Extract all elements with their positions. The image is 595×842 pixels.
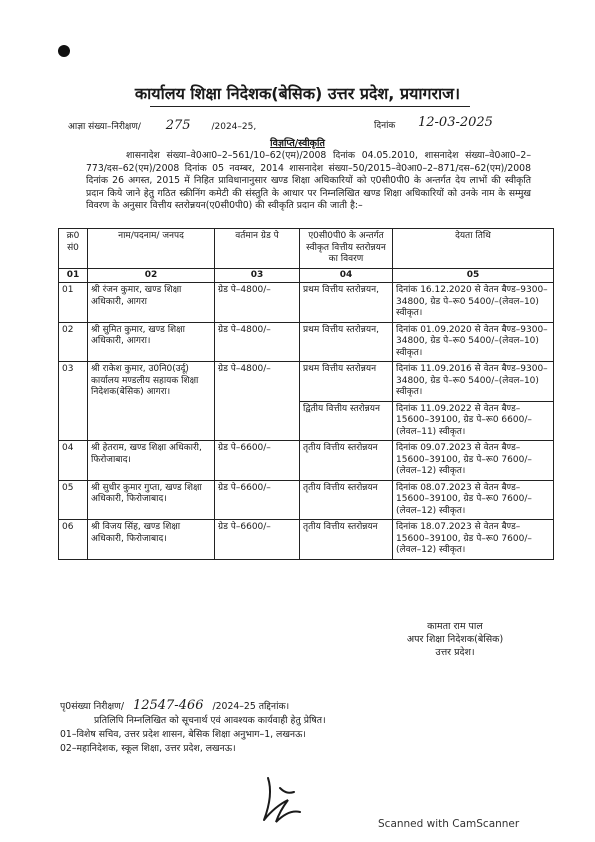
copy-intro: प्रतिलिपि निम्नलिखित को सूचनार्थ एवं आवश्यक कार्यवाही हेतु प्रेषित। (94, 715, 326, 726)
row-name: श्री विजय सिंह, खण्ड शिक्षा अधिकारी, फिरोजाबाद। (88, 520, 215, 560)
row-date: दिनांक 09.07.2023 से वेतन बैण्ड–15600–39100, ग्रेड पे–रू0 7600/–(लेवल–12) स्वीकृत। (393, 441, 554, 481)
row-level: प्रथम वित्तीय स्तरोन्नयन, (300, 283, 393, 323)
row-name: श्री राकेश कुमार, उ0नि0(उर्दू) कार्यालय मण्डलीय सहायक शिक्षा निदेशक(बेसिक) आगरा। (88, 362, 215, 441)
copy-recipient: 02–महानिदेशक, स्कूल शिक्षा, उत्तर प्रदेश, लखनऊ। (60, 743, 236, 754)
row-name: श्री हेतराम, खण्ड शिक्षा अधिकारी, फिरोजाबाद। (88, 441, 215, 481)
copy-list (60, 714, 326, 756)
order-year-suffix: /2024–25, (211, 122, 257, 132)
header-date: देयता तिथि (393, 229, 554, 269)
row-sno: 01 (59, 283, 88, 323)
row-date: दिनांक 18.07.2023 से वेतन बैण्ड–15600–39100, ग्रेड पे–रू0 7600/–(लेवल–12) स्वीकृत। (393, 520, 554, 560)
endorsement-suffix: /2024–25 तद्दिनांक। (212, 701, 290, 712)
order-number-handwritten: 275 (165, 118, 191, 133)
table-row (59, 480, 554, 520)
table-row (59, 283, 554, 323)
table-row (59, 362, 554, 402)
table-row (59, 322, 554, 362)
col-number: 02 (88, 268, 215, 283)
row-grade: ग्रेड पे–4800/– (215, 322, 300, 362)
header-sno: क्र0 सं0 (59, 229, 88, 269)
row-name: श्री सुधीर कुमार गुप्ता, खण्ड शिक्षा अधिकारी, फिरोजाबाद। (88, 480, 215, 520)
row-level: तृतीय वित्तीय स्तरोन्नयन (300, 520, 393, 560)
row-grade: ग्रेड पे–4800/– (215, 362, 300, 441)
office-heading: कार्यालय शिक्षा निदेशक(बेसिक) उत्तर प्रदेश, प्रयागराज। (134, 84, 461, 103)
row-level: तृतीय वित्तीय स्तरोन्नयन (300, 441, 393, 481)
row-sno: 06 (59, 520, 88, 560)
header-grade: वर्तमान ग्रेड पे (215, 229, 300, 269)
row-grade: ग्रेड पे–4800/– (215, 283, 300, 323)
row-grade: ग्रेड पे–6600/– (215, 441, 300, 481)
heading-underline (150, 106, 470, 107)
acp-table (58, 228, 554, 560)
row-name: श्री रंजन कुमार, खण्ड शिक्षा अधिकारी, आगरा (88, 283, 215, 323)
row-sno: 05 (59, 480, 88, 520)
row-date: दिनांक 01.09.2020 से वेतन बैण्ड–9300–34800, ग्रेड पे–रू0 5400/–(लेवल–10) स्वीकृत। (393, 322, 554, 362)
copy-recipient: 01–विशेष सचिव, उत्तर प्रदेश शासन, बेसिक शिक्षा अनुभाग–1, लखनऊ। (60, 729, 306, 740)
punch-hole (58, 45, 70, 57)
scanner-watermark: Scanned with CamScanner (378, 818, 520, 830)
row-level: प्रथम वित्तीय स्तरोन्नयन (300, 362, 393, 402)
signatory-block (380, 620, 530, 659)
signatory-state: उत्तर प्रदेश। (435, 647, 475, 658)
endorsement-label: पृ0संख्या निरीक्षण/ (60, 701, 124, 712)
header-level: ए0सी0पी0 के अन्तर्गत स्वीकृत वित्तीय स्तरोन्नयन का विवरण (300, 229, 393, 269)
row-date: दिनांक 11.09.2016 से वेतन बैण्ड–9300–34800, ग्रेड पे–रू0 5400/–(लेवल–10) स्वीकृत। (393, 362, 554, 402)
order-date-label: दिनांक (374, 121, 396, 131)
row-sno: 02 (59, 322, 88, 362)
col-number: 03 (215, 268, 300, 283)
row-sno: 03 (59, 362, 88, 441)
order-date-handwritten: 12-03-2025 (418, 115, 493, 130)
table-row (59, 520, 554, 560)
order-number-label: आज्ञा संख्या–निरीक्षण/ (68, 122, 141, 132)
order-number-line (68, 115, 538, 138)
row-date: दिनांक 16.12.2020 से वेतन बैण्ड–9300–34800, ग्रेड पे–रू0 5400/–(लेवल–10) स्वीकृत। (393, 283, 554, 323)
row-level: तृतीय वित्तीय स्तरोन्नयन (300, 480, 393, 520)
row-level: प्रथम वित्तीय स्तरोन्नयन, (300, 322, 393, 362)
table-body (59, 283, 554, 560)
header-name: नाम/पदनाम/ जनपद (88, 229, 215, 269)
order-paragraph: शासनादेश संख्या–वे0आ0–2–561/10–62(एम)/2008 दिनांक 04.05.2010, शासनादेश संख्या–वे0आ0–2–773/दस–62(एम)/2008 दिनांक 05 नवम्बर, 2014 शासनादेश संख्या–50/2015–वे0आ0–2–871/दस–62(एम)/2008 दिनांक 26 अगस्त, 2015 में निहित प्राविधानानुसार खण्ड शिक्षा अधिकारियों को ए0सी0पी0 के अन्तर्गत देय लाभों की स्वीकृति प्रदान किये जाने हेतु गठित स्क्रीनिंग कमेटी की संस्तुति के आधार पर निम्नलिखित खण्ड शिक्षा अधिकारियों को उनके नाम के सम्मुख विवरण के अनुसार वित्तीय स्तरोन्नयन(ए0सी0पी0) की स्वीकृति प्रदान की जाती है:– (86, 150, 531, 211)
table-header-row (59, 229, 554, 269)
table-row (59, 441, 554, 481)
row-name: श्री सुमित कुमार, खण्ड शिक्षा अधिकारी, आगरा। (88, 322, 215, 362)
row-sno: 04 (59, 441, 88, 481)
endorsement-number-line (60, 698, 289, 713)
signatory-name: कामता राम पाल (427, 621, 483, 632)
col-number: 05 (393, 268, 554, 283)
subject-title: विज्ञप्ति/स्वीकृति (270, 138, 325, 149)
col-number: 04 (300, 268, 393, 283)
col-number: 01 (59, 268, 88, 283)
row-date: दिनांक 08.07.2023 से वेतन बैण्ड–15600–39100, ग्रेड पे–रू0 7600/–(लेवल–12) स्वीकृत। (393, 480, 554, 520)
column-number-row (59, 268, 554, 283)
row-date: दिनांक 11.09.2022 से वेतन बैण्ड–15600–39100, ग्रेड पे–रू0 6600/–(लेवल–11) स्वीकृत। (393, 401, 554, 441)
endorsement-number-handwritten: 12547-466 (132, 698, 204, 713)
row-level: द्वितीय वित्तीय स्तरोन्नयन (300, 401, 393, 441)
row-grade: ग्रेड पे–6600/– (215, 480, 300, 520)
signatory-designation: अपर शिक्षा निदेशक(बेसिक) (406, 634, 504, 645)
handwritten-signature (258, 770, 308, 830)
row-grade: ग्रेड पे–6600/– (215, 520, 300, 560)
